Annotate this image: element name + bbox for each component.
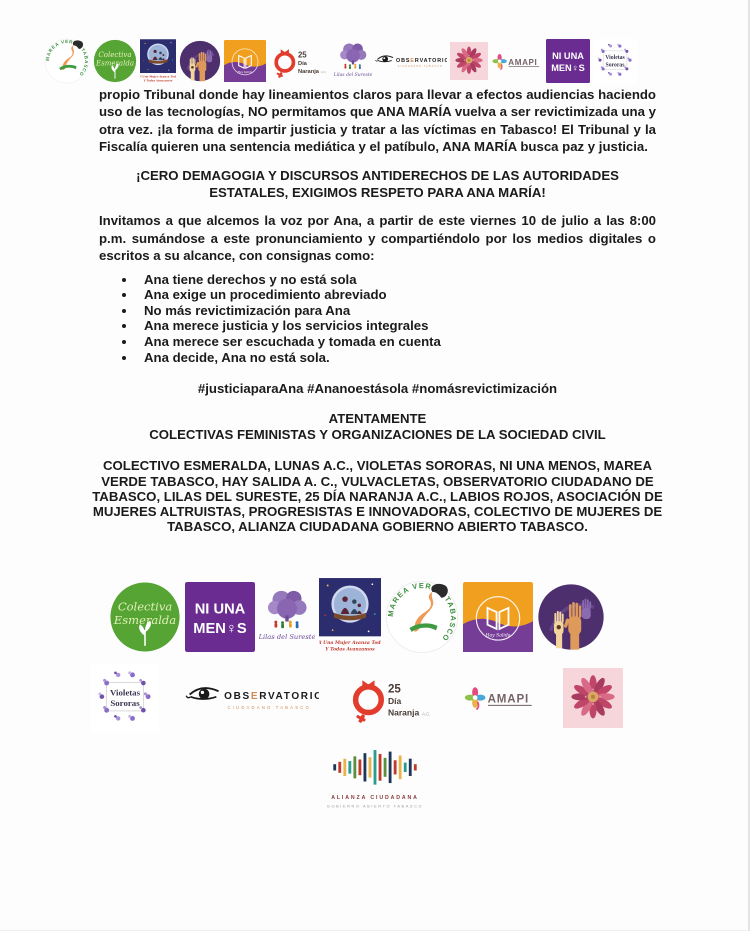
colectivo-mujeres-logo bbox=[140, 39, 176, 84]
dia-naranja-logo bbox=[269, 41, 331, 82]
paragraph-invitation: Invitamos a que alcemos la voz por Ana, a partir de este viernes 10 de julio a las 8:00 p.m. sumándose a este pronunciamiento y compartiéndolo por los medios digitales o escritos a su alcance, con consignas como: bbox=[99, 213, 656, 264]
colectiva-esmeralda-logo bbox=[109, 581, 181, 653]
slogan-item: • Ana decide, Ana no está sola. bbox=[137, 350, 656, 366]
alianza-ciudadana-logo bbox=[316, 742, 434, 821]
alianza-ciudadana-logo-wrap bbox=[0, 742, 750, 821]
violetas-sororas-logo bbox=[91, 664, 159, 732]
hashtags-line: #justiciaparaAna #Ananoestásola #nomásrevictimización bbox=[197, 381, 558, 397]
slogan-item: • Ana tiene derechos y no está sola bbox=[137, 272, 656, 288]
slogan-item: • Ana merece justicia y los servicios integrales bbox=[137, 318, 656, 334]
amapi-logo bbox=[463, 683, 537, 713]
violetas-sororas-logo bbox=[593, 39, 637, 83]
slogan-item: • Ana exige un procedimiento abreviado bbox=[137, 287, 656, 303]
observatorio-logo bbox=[375, 51, 447, 72]
demands-heading: ¡CERO DEMAGOGIA Y DISCURSOS ANTIDERECHOS DE LAS AUTORIDADES ESTATALES, EXIGIMOS RESPETO PARA ANA MARÍA! bbox=[136, 167, 619, 201]
ni-una-menos-logo bbox=[546, 39, 590, 83]
document-body bbox=[92, 86, 663, 535]
ni-una-menos-logo bbox=[185, 582, 255, 652]
colectiva-esmeralda-logo bbox=[93, 39, 137, 83]
footer-logo-row-1 bbox=[0, 578, 732, 655]
hay-salida-logo bbox=[463, 582, 533, 652]
lilas-del-sureste-logo bbox=[334, 38, 372, 84]
raised-hands-logo bbox=[537, 583, 605, 651]
paragraph-tribunal: propio Tribunal donde hay lineamientos claros para llevar a efectos audiencias haciendo uso de las tecnologías, NO permitamos que ANA MARÍA vuelva a ser revictimizada una y otra vez. ¡la forma de impartir justicia y tratar a las víctimas en Tabasco! El Tribunal y la Fiscalía quieren una sentencia mediática y el patíbulo, ANA MARÍA busca paz y justicia. bbox=[99, 87, 656, 155]
slogan-item: • Ana merece ser escuchada y tomada en cuenta bbox=[137, 334, 656, 350]
mandala-logo bbox=[563, 668, 623, 728]
dia-naranja-logo bbox=[345, 668, 437, 729]
slogan-item: • No más revictimización para Ana bbox=[137, 303, 656, 319]
amapi-logo bbox=[491, 51, 543, 72]
marea-verde-logo bbox=[385, 580, 459, 654]
colectivo-mujeres-logo bbox=[319, 578, 381, 655]
slogans-list bbox=[137, 272, 656, 366]
hay-salida-logo bbox=[224, 40, 266, 82]
lilas-del-sureste-logo bbox=[259, 583, 315, 650]
marea-verde-logo bbox=[44, 38, 90, 84]
mandala-logo bbox=[450, 42, 488, 80]
signatories-list: COLECTIVO ESMERALDA, LUNAS A.C., VIOLETAS SORORAS, NI UNA MENOS, MAREA VERDE TABASCO, HAY SALIDA A. C., VULVACLETAS, OBSERVATORIO CIUDADANO DE TABASCO, LILAS DEL SURESTE, 25 DÍA NARANJA A.C., LABIOS ROJOS, ASOCIACIÓN DE MUJERES ALTRUISTAS, PROGRESISTAS E INNOVADORAS, COLECTIVO DE MUJERES DE TABASCO, ALIANZA CIUDADANA GOBIERNO ABIERTO TABASCO. bbox=[92, 458, 663, 535]
raised-hands-logo bbox=[179, 40, 221, 82]
header-logo-strip bbox=[44, 38, 637, 84]
footer-logo-row-2 bbox=[0, 664, 732, 732]
observatorio-logo bbox=[185, 679, 319, 718]
closing-salutation: ATENTAMENTE bbox=[328, 411, 427, 427]
closing-signoff: COLECTIVAS FEMINISTAS Y ORGANIZACIONES DE LA SOCIEDAD CIVIL bbox=[149, 427, 606, 443]
